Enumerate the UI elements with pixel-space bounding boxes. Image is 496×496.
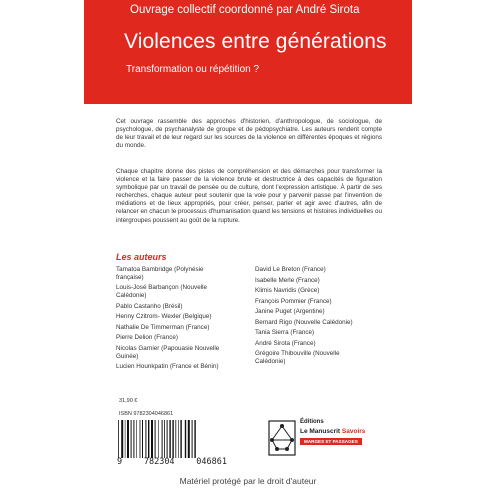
collection-badge: MARGES ET PASSAGES xyxy=(300,438,362,445)
authors-list-left xyxy=(116,266,230,374)
summary-paragraph-2: Chaque chapitre donne des pistes de compréhension et des démarches pour transformer la violence et la faire passer de la violence brute et destructrice à des capacités de figuration symbolique par un travail de pensée ou de culture, dont l'expression artistique. À partir de ses recherches, chaque auteur peut soutenir que la voie pour y parvenir passe par l'invention de médiations et de lieux appropriés, pour créer, penser, parler et agir avec d'autres, afin de relancer en chacun le processus d'humanisation quand les tensions et histoires individuelles ou intergroupes poussent au goût de la rupture. xyxy=(116,168,382,224)
author-item: Tamatoa Bambridge (Polynésie française) xyxy=(116,266,204,281)
author-item: Pablo Castanho (Brésil) xyxy=(116,302,183,310)
publisher-editions: Éditions xyxy=(300,419,324,425)
authors-list-right xyxy=(255,266,369,368)
barcode-digit-group: 9 xyxy=(117,457,123,467)
barcode-digits xyxy=(117,457,227,467)
book-subtitle: Transformation ou répétition ? xyxy=(126,64,260,75)
author-item: Nicolas Garnier (Papouasie Nouvelle Guinée) xyxy=(116,344,220,360)
author-item: Pierre Delion (France) xyxy=(116,334,178,342)
publisher-logo-icon xyxy=(268,420,296,456)
author-item: Klimis Navridis (Grèce) xyxy=(255,287,320,294)
barcode-digit-group: 782304 xyxy=(143,457,175,467)
barcode-digit-group: 046861 xyxy=(196,457,227,467)
isbn: ISBN 9782304046861 xyxy=(119,411,174,417)
publisher-name xyxy=(300,428,365,435)
author-item: Louis-José Barbançon (Nouvelle Calédonie) xyxy=(116,284,208,300)
author-item: Grégoire Thibouville (Nouvelle Calédonie) xyxy=(255,350,340,365)
author-item: André Sirota (France) xyxy=(255,339,316,347)
author-item: Lucien Hounkpatin (France et Bénin) xyxy=(116,363,219,371)
price: 31,90 € xyxy=(119,398,138,404)
author-item: Janine Puget (Argentine) xyxy=(255,308,325,315)
copyright-notice: Matériel protégé par le droit d'auteur xyxy=(179,476,317,486)
author-item: David Le Breton (France) xyxy=(255,266,326,273)
author-item: Bernard Rigo (Nouvelle Calédonie) xyxy=(255,318,353,326)
publisher-name-main: Le Manuscrit xyxy=(300,428,341,435)
author-item: François Pommier (France) xyxy=(255,297,332,305)
book-title: Violences entre générations xyxy=(124,30,387,53)
author-item: Nathalie De Timmerman (France) xyxy=(116,323,210,331)
publisher-name-savoirs: Savoirs xyxy=(341,428,366,435)
author-item: Isabelle Merle (France) xyxy=(255,276,320,284)
summary-paragraph-1: Cet ouvrage rassemble des approches d'historien, d'anthropologue, de sociologue, de psychologue, de psychanalyste de groupe et de pédopsychiatre. Les auteurs rendent compte de leur travail et de leur regard sur les sources de la violence en différentes époques et régions du monde. xyxy=(116,118,382,150)
barcode xyxy=(117,420,227,458)
author-item: Tania Sierra (France) xyxy=(255,329,315,336)
authors-heading: Les auteurs xyxy=(116,252,167,262)
editor-line: Ouvrage collectif coordonné par André Sirota xyxy=(130,4,360,16)
author-item: Henny Czitrom- Wexler (Belgique) xyxy=(116,313,212,321)
